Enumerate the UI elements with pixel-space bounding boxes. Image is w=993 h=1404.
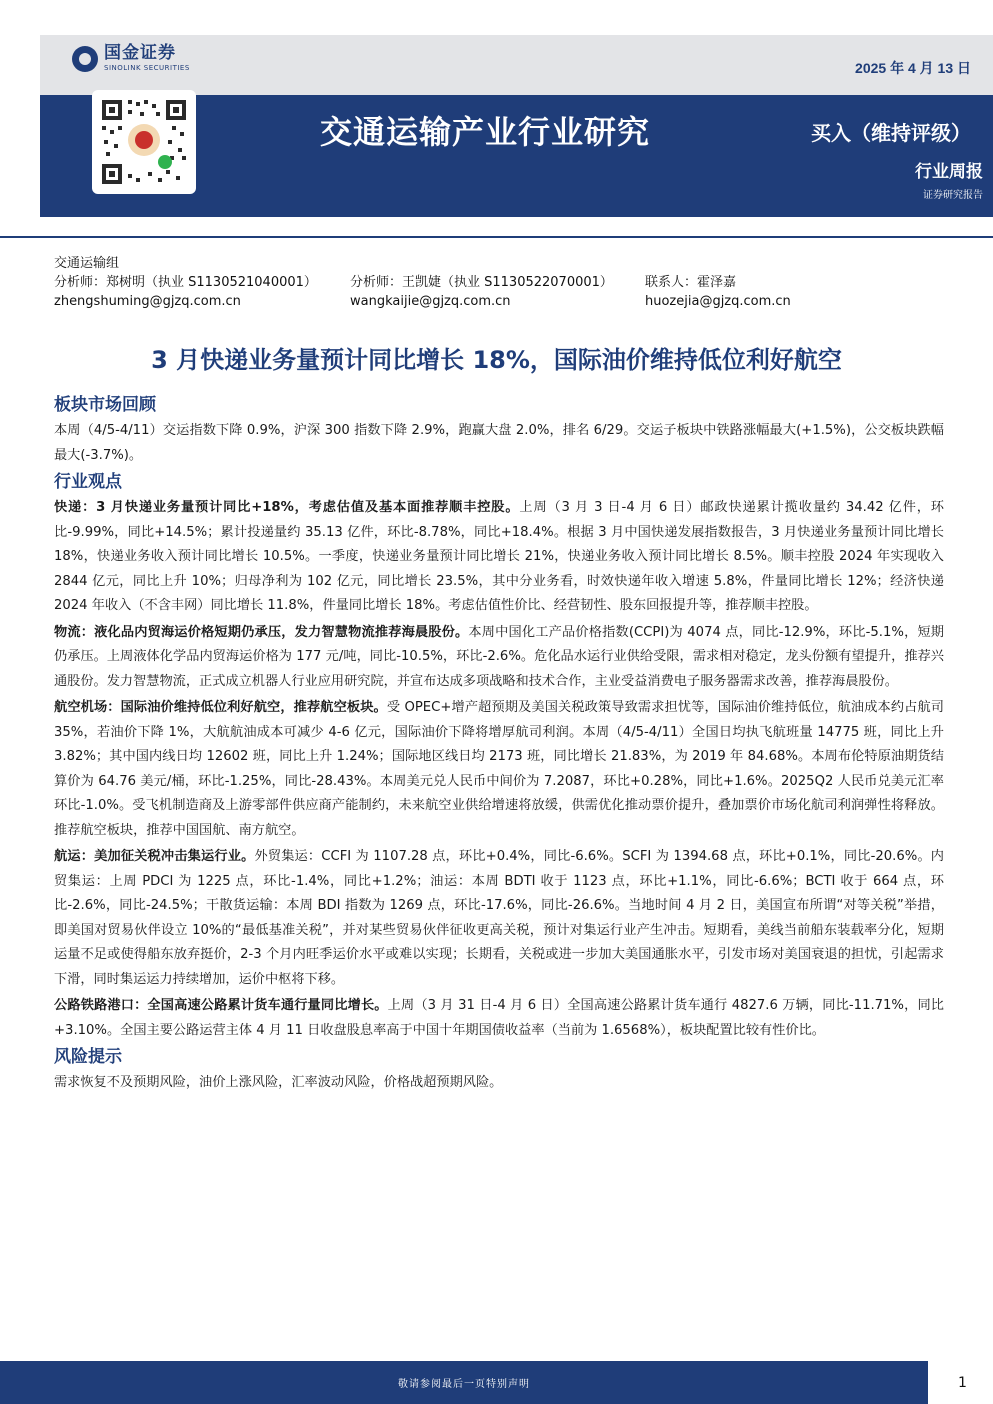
footer-disclaimer: 敬请参阅最后一页特别声明 — [398, 1379, 530, 1390]
market-review-text: 本周（4/5-4/11）交运指数下降 0.9%，沪深 300 指数下降 2.9%，跑赢大盘 2.0%，排名 6/29。交运子板块中铁路涨幅最大(+1.5%)，公交板块跌幅最大(-3.7%)。 — [54, 423, 944, 463]
shipping-lead: 航运：美加征关税冲击集运行业。 — [54, 849, 255, 864]
qr-code-icon — [92, 90, 196, 194]
express-text: 上周（3 月 3 日-4 月 6 日）邮政快递累计揽收量约 34.42 亿件，环比-9.99%，同比+14.5%；累计投递量约 35.13 亿件，环比-8.78%，同比+18.4%。根据 3 月中国快递发展指数报告，3 月快递业务量预计同比增长 18%，快递业务收入预计同比增长 10.5%。一季度，快递业务量预计同比增长 21%，快递业务收入预计同比增长 8.5%。顺丰控股 2024 年实现收入 2844 亿元，同比上升 10%；归母净利为 102 亿元，同比增长 23.5%，其中分业务看，时效快递年收入增速 5.8%，件量同比增长 12%；经济快递 2024 年收入（不含丰网）同比增长 11.8%，件量同比增长 18%。考虑估值性价比、经营韧性、股东回报提升等，推荐顺丰控股。 — [54, 500, 944, 613]
logo-mark-icon — [72, 46, 98, 72]
report-date: 2025 年 4 月 13 日 — [855, 60, 971, 76]
logistics-text: 本周中国化工产品价格指数(CCPI)为 4074 点，同比-12.9%，环比-5.1%，短期仍承压。上周液体化学品内贸海运价格为 177 元/吨，同比-10.5%，环比-2.6%。危化品水运行业供给受限，需求相对稳定，龙头份额有望提升，推荐兴通股份。发力智慧物流，正式成立机器人行业应用研究院，并宣布达成多项战略和技术合作，主业受益消费电子服务器需求改善，推荐海晨股份。 — [54, 624, 944, 689]
analyst-group: 交通运输组 — [54, 256, 120, 271]
highway-text: 上周（3 月 31 日-4 月 6 日）全国高速公路累计货车通行 4827.6 万辆，同比-11.71%，同比+3.10%。全国主要公路运营主体 4 月 11 日收盘股息率高于中国十年期国债收益率（当前为 1.6568%），板块配置比较有性价比。 — [54, 998, 944, 1038]
report-title: 交通运输产业行业研究 — [320, 113, 651, 151]
logistics-paragraph — [54, 621, 944, 695]
logistics-lead: 物流：液化品内贸海运价格短期仍承压，发力智慧物流推荐海晨股份。 — [54, 624, 469, 640]
analyst-1: 分析师：郑树明（执业 S1130521040001） — [54, 275, 317, 290]
header-divider — [0, 236, 993, 238]
aviation-text: 受 OPEC+增产超预期及美国关税政策导致需求担忧等，国际油价维持低位，航油成本约占航司 35%，若油价下降 1%，大航航油成本可减少 4-6 亿元，国际油价下降将增厚航司利润。本周（4/5-4/11）全国日均执飞航班量 14775 班，同比上升 3.82%；其中国内线日均 12602 班，同比上升 1.24%；国际地区线日均 2173 班，同比增长 21.83%，为 2019 年 84.68%。本周布伦特原油期货结算价为 64.76 美元/桶，环比-1.25%，同比-28.43%。本周美元兑人民币中间价为 7.2087，环比+0.28%，同比+1.6%。2025Q2 人民币兑美元汇率环比-1.0%。受飞机制造商及上游零部件供应商产能制约，未来航空业供给增速将放缓，供需优化推动票价提升，叠加票价市场化航司利润弹性将释放。推荐航空板块，推荐中国国航、南方航空。 — [54, 700, 944, 838]
shipping-text: 外贸集运：CCFI 为 1107.28 点，环比+0.4%，同比-6.6%。SCFI 为 1394.68 点，环比+0.1%，同比-20.6%。内贸集运：上周 PDCI 为 1225 点，环比-1.4%，同比+1.2%；油运：本周 BDTI 收于 1123 点，环比+1.1%，同比-6.6%；BCTI 收于 664 点，环比-2.6%，同比-24.5%；干散货运输：本周 BDI 指数为 1269 点，环比-17.6%，同比-26.6%。当地时间 4 月 2 日，美国宣布所谓“对等关税”举措，即美国对贸易伙伴设立 10%的“最低基准关税”，并对某些贸易伙伴征收更高关税，预计对集运行业产生冲击。短期看，美线当前船东装载率分化，短期运量不足或使得船东放弃挺价，2-3 个月内旺季运价水平或难以实现；长期看，关税或进一步加大美国通胀水平，引发市场对美国衰退的担忧，引起需求下滑，同时集运运力持续增加，运价中枢将下移。 — [54, 849, 944, 987]
analyst-block — [54, 254, 791, 311]
report-subtype: 证券研究报告 — [923, 190, 983, 201]
express-paragraph — [54, 496, 944, 619]
company-logo — [72, 45, 190, 72]
analyst-2-email[interactable]: wangkaijie@gjzq.com.cn — [350, 294, 511, 309]
aviation-paragraph — [54, 696, 944, 843]
contact-email[interactable]: huozejia@gjzq.com.cn — [645, 294, 791, 309]
risk-text: 需求恢复不及预期风险，油价上涨风险，汇率波动风险，价格战超预期风险。 — [54, 1075, 503, 1090]
contact-person: 联系人：霍泽嘉 — [645, 275, 737, 290]
highway-lead: 公路铁路港口：全国高速公路累计货车通行量同比增长。 — [54, 998, 388, 1013]
section-title-risk: 风险提示 — [54, 1047, 122, 1067]
shipping-paragraph — [54, 845, 944, 992]
footer-bar — [0, 1361, 928, 1404]
logo-name-en: SINOLINK SECURITIES — [104, 64, 190, 72]
report-body — [54, 393, 944, 1098]
analyst-1-email[interactable]: zhengshuming@gjzq.com.cn — [54, 294, 241, 309]
express-lead: 快递：3 月快递业务量预计同比+18%，考虑估值及基本面推荐顺丰控股。 — [54, 500, 520, 515]
rating-label: 买入（维持评级） — [811, 121, 971, 145]
section-title-market-review: 板块市场回顾 — [54, 395, 156, 415]
section-title-views: 行业观点 — [54, 472, 122, 492]
logo-name-cn: 国金证券 — [104, 43, 176, 63]
report-headline: 3 月快递业务量预计同比增长 18%，国际油价维持低位利好航空 — [151, 346, 842, 374]
report-type: 行业周报 — [915, 162, 983, 182]
aviation-lead: 航空机场：国际油价维持低位利好航空，推荐航空板块。 — [54, 700, 387, 715]
highway-paragraph — [54, 994, 944, 1043]
page-number: 1 — [958, 1375, 967, 1391]
analyst-2: 分析师：王凯婕（执业 S1130522070001） — [350, 275, 613, 290]
